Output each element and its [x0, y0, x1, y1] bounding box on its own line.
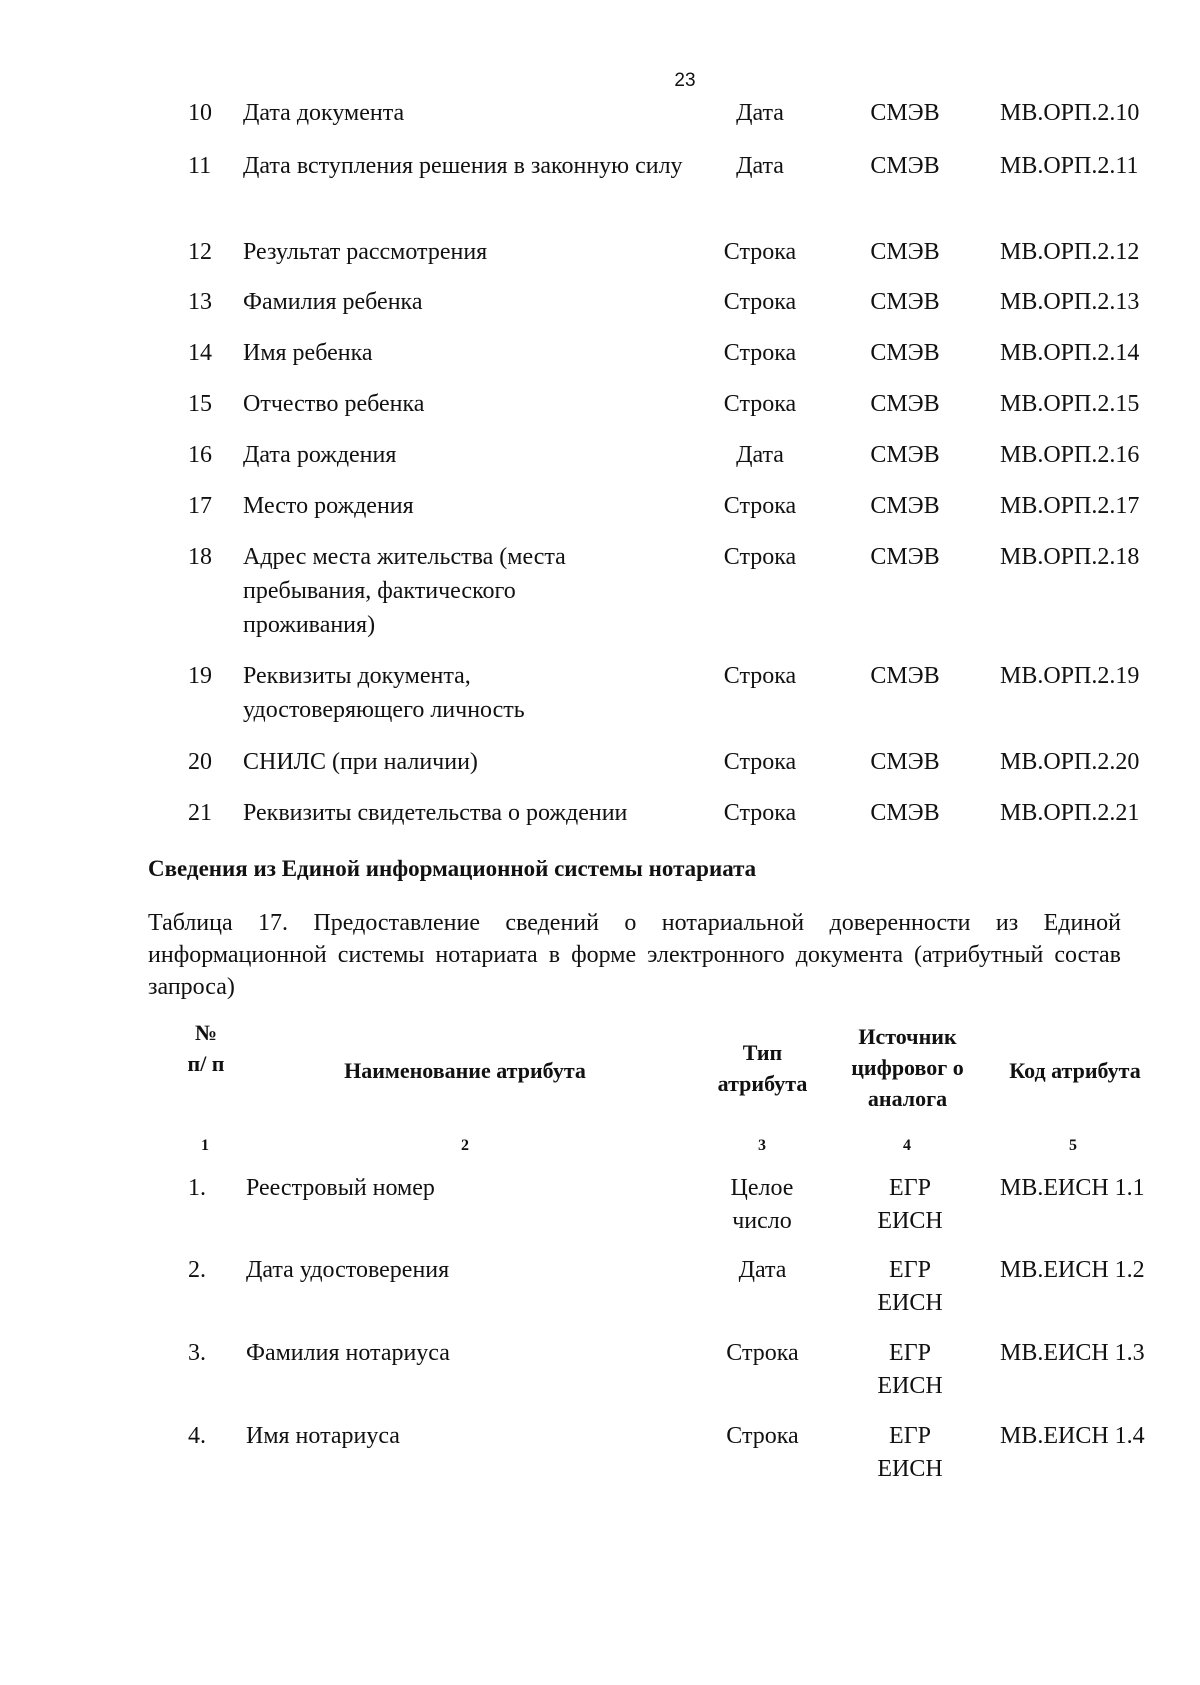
attribute-code: МВ.ЕИСН 1.2 [1000, 1257, 1145, 1283]
row-number: 16 [188, 442, 212, 468]
attribute-code: МВ.ЕИСН 1.3 [1000, 1340, 1145, 1366]
attribute-name: СНИЛС (при наличии) [243, 749, 478, 775]
section-heading: Сведения из Единой информационной системы нотариата [148, 856, 757, 881]
attribute-type: Строка [723, 800, 797, 826]
row-number: 1. [188, 1175, 206, 1201]
attribute-code: МВ.ОРП.2.11 [1000, 153, 1139, 179]
attribute-type: Дата [736, 442, 784, 468]
column-index: 3 [758, 1137, 766, 1154]
attribute-type: Строка [726, 1423, 799, 1449]
row-number: 10 [188, 100, 212, 126]
attribute-name: Реквизиты свидетельства о рождении [243, 800, 628, 826]
header-attribute-name: Наименование атрибута [344, 1058, 586, 1083]
attribute-name: Дата удостоверения [246, 1257, 450, 1283]
attribute-name: Реквизиты документа, удостоверяющего личность [243, 663, 525, 723]
attribute-name: Результат рассмотрения [243, 239, 488, 265]
header-attribute-code: Код атрибута [1009, 1058, 1141, 1083]
row-number: 18 [188, 544, 212, 570]
page-number: 23 [674, 70, 696, 91]
attribute-code: МВ.ОРП.2.14 [1000, 340, 1140, 366]
row-number: 20 [188, 749, 212, 775]
row-number: 4. [188, 1423, 206, 1449]
attribute-name: Реестровый номер [246, 1175, 435, 1201]
header-source: Источник цифровог о аналога [851, 1024, 964, 1111]
attribute-code: МВ.ОРП.2.20 [1000, 749, 1140, 775]
attribute-code: МВ.ОРП.2.13 [1000, 289, 1140, 315]
row-number: 11 [188, 153, 212, 179]
attribute-type: Строка [723, 663, 797, 689]
attribute-type: Строка [723, 544, 797, 570]
column-index: 1 [201, 1137, 209, 1154]
attribute-source: ЕГР ЕИСН [877, 1257, 943, 1316]
attribute-name: Имя ребенка [243, 340, 373, 366]
attribute-type: Строка [723, 289, 797, 315]
attribute-source: СМЭВ [870, 289, 940, 315]
attribute-type: Дата [736, 153, 784, 179]
table-caption: Таблица 17. Предоставление сведений о нотариальной доверенности из Единой информационной системы нотариата в форме электронного документа (атрибутный состав запроса) [148, 910, 1121, 1000]
row-number: 12 [188, 239, 212, 265]
attribute-source: СМЭВ [870, 544, 940, 570]
attribute-code: МВ.ОРП.2.18 [1000, 544, 1140, 570]
column-index: 2 [461, 1137, 469, 1154]
attribute-type: Дата [738, 1257, 787, 1283]
attribute-name: Адрес места жительства (места пребывания, фактического проживания) [243, 544, 566, 638]
attribute-source: СМЭВ [870, 153, 940, 179]
row-number: 21 [188, 800, 212, 826]
attribute-code: МВ.ОРП.2.21 [1000, 800, 1140, 826]
column-index: 5 [1069, 1137, 1077, 1154]
row-number: 17 [188, 493, 212, 519]
attribute-name: Отчество ребенка [243, 391, 425, 417]
attribute-code: МВ.ОРП.2.15 [1000, 391, 1140, 417]
attribute-source: СМЭВ [870, 239, 940, 265]
attribute-source: ЕГР ЕИСН [877, 1423, 943, 1482]
attribute-type: Целое число [730, 1175, 794, 1234]
attribute-type: Строка [723, 239, 797, 265]
attribute-source: ЕГР ЕИСН [877, 1175, 943, 1234]
attribute-source: СМЭВ [870, 663, 940, 689]
row-number: 15 [188, 391, 212, 417]
attribute-source: СМЭВ [870, 340, 940, 366]
attribute-type: Строка [723, 493, 797, 519]
row-number: 3. [188, 1340, 206, 1366]
column-index: 4 [903, 1137, 911, 1154]
attribute-name: Имя нотариуса [246, 1423, 400, 1449]
attribute-source: СМЭВ [870, 493, 940, 519]
attribute-name: Дата рождения [243, 442, 397, 468]
attribute-name: Фамилия ребенка [243, 289, 423, 315]
attribute-source: СМЭВ [870, 442, 940, 468]
attribute-code: МВ.ОРП.2.10 [1000, 100, 1140, 126]
attribute-source: ЕГР ЕИСН [877, 1340, 943, 1399]
attribute-source: СМЭВ [870, 391, 940, 417]
attribute-name: Место рождения [243, 493, 414, 519]
attribute-source: СМЭВ [870, 749, 940, 775]
attribute-code: МВ.ОРП.2.19 [1000, 663, 1140, 689]
row-number: 19 [188, 663, 212, 689]
attribute-code: МВ.ЕИСН 1.4 [1000, 1423, 1145, 1449]
attribute-code: МВ.ОРП.2.12 [1000, 239, 1140, 265]
attribute-type: Строка [723, 340, 797, 366]
row-number: 14 [188, 340, 212, 366]
attribute-source: СМЭВ [870, 800, 940, 826]
attribute-name: Дата вступления решения в законную силу [243, 153, 683, 179]
attribute-type: Строка [726, 1340, 799, 1366]
attribute-type: Дата [736, 100, 784, 126]
attribute-code: МВ.ОРП.2.17 [1000, 493, 1140, 519]
row-number: 2. [188, 1257, 206, 1283]
attribute-source: СМЭВ [870, 100, 940, 126]
attribute-code: МВ.ОРП.2.16 [1000, 442, 1140, 468]
header-row-number: № п/ п [187, 1020, 225, 1076]
attribute-name: Дата документа [243, 100, 405, 126]
attribute-type: Строка [723, 391, 797, 417]
attribute-code: МВ.ЕИСН 1.1 [1000, 1175, 1145, 1201]
header-attribute-type: Тип атрибута [717, 1040, 808, 1096]
attribute-name: Фамилия нотариуса [246, 1340, 450, 1366]
row-number: 13 [188, 289, 212, 315]
attribute-type: Строка [723, 749, 797, 775]
